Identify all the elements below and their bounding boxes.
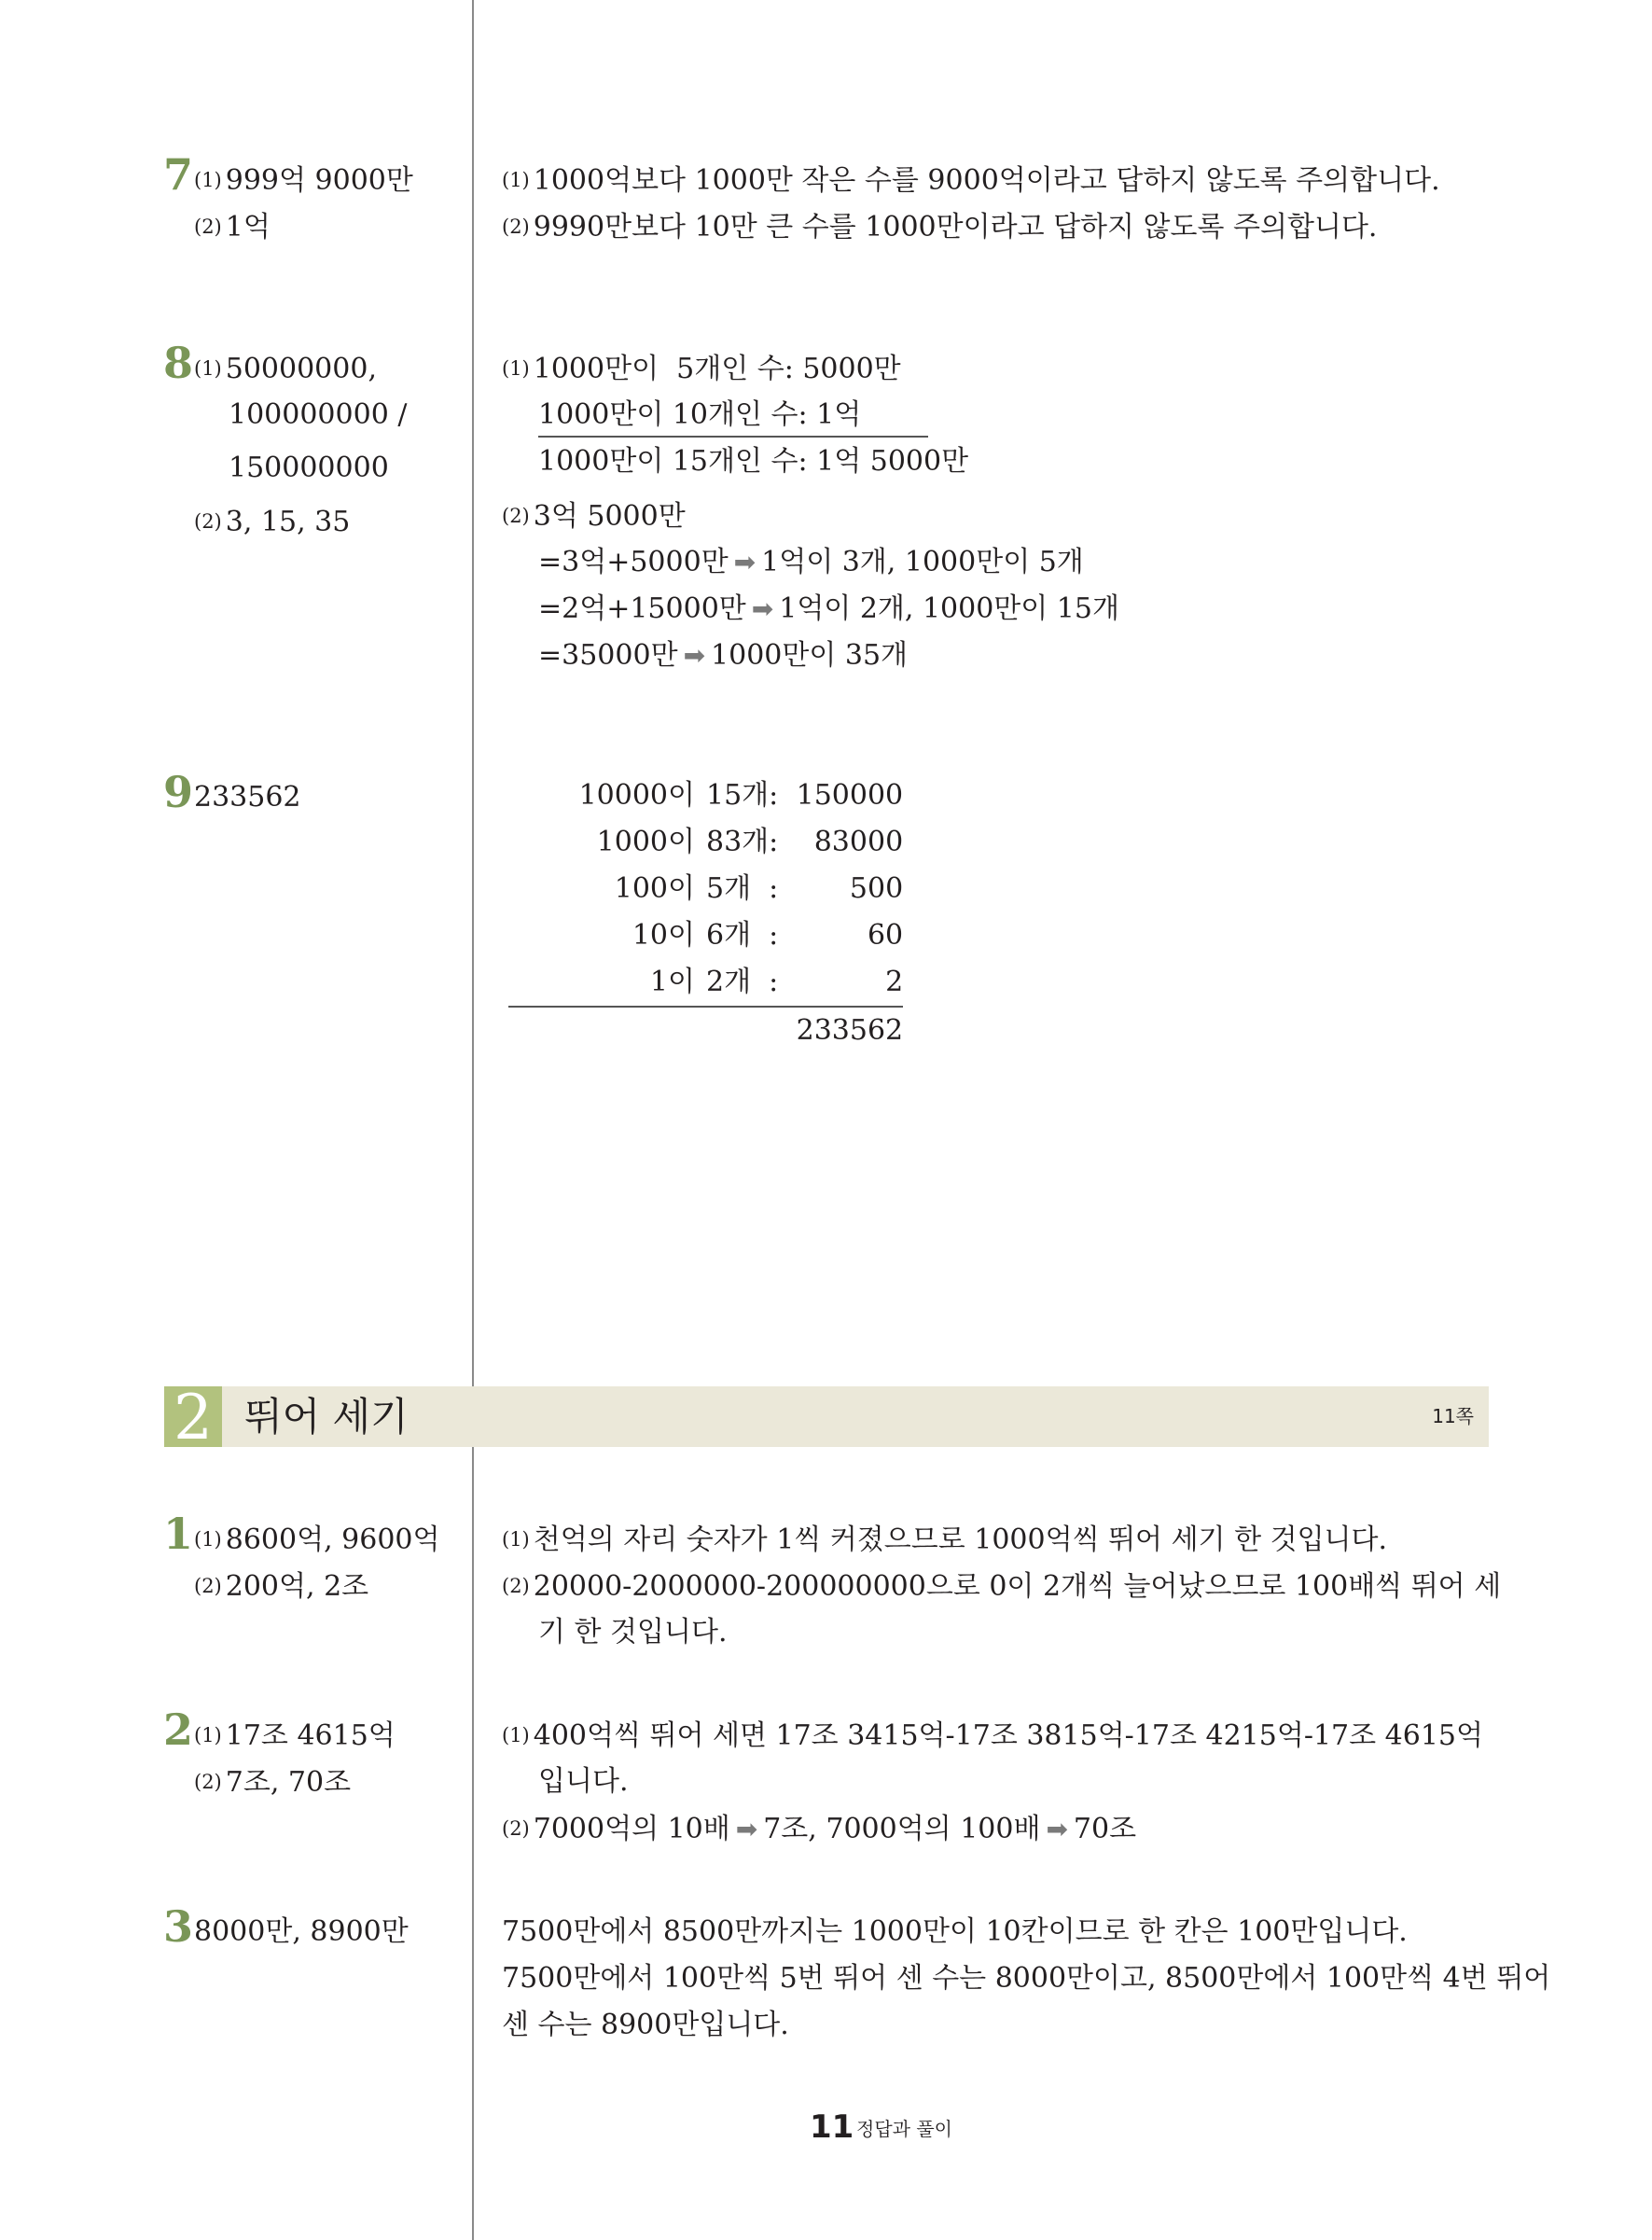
answer-8-1b: 100000000 / <box>229 398 408 431</box>
problem-number-1: 1 <box>163 1509 194 1559</box>
right-arrow-icon: ➡ <box>751 593 774 624</box>
explanation-2-1-cont: 입니다. <box>538 1765 629 1798</box>
explanation-2-2: (2) 7000억의 10배 ➡ 7조, 7000억의 100배 ➡ 70조 <box>502 1813 1137 1845</box>
answer-1-2: (2) 200억, 2조 <box>194 1570 369 1603</box>
problem-number-8: 8 <box>163 338 194 388</box>
answer-9: 233562 <box>194 781 301 814</box>
right-arrow-icon: ➡ <box>733 547 757 577</box>
problem-number-2: 2 <box>163 1704 194 1755</box>
explanation-8-2-row2: =2억+15000만 ➡ 1억이 2개, 1000만이 15개 <box>538 592 1119 625</box>
table-row: 10이 6개 : 60 <box>632 919 904 952</box>
problem-number-7: 7 <box>163 149 194 200</box>
explanation-3-1: 7500만에서 8500만까지는 1000만이 10칸이므로 한 칸은 100만입니다. <box>502 1915 1408 1948</box>
table-total-row: 233562 <box>508 1007 903 1054</box>
answer-7-2: (2) 1억 <box>194 211 271 243</box>
answer-1-1: (1) 8600억, 9600억 <box>194 1523 440 1556</box>
explanation-8-1-line2: 1000만이 10개인 수: 1억 <box>538 398 862 431</box>
explanation-7-1: (1) 1000억보다 1000만 작은 수를 9000억이라고 답하지 않도록 주의합니다. <box>502 164 1440 197</box>
problem-number-9: 9 <box>163 767 194 817</box>
section-title: 뛰어 세기 <box>244 1394 409 1440</box>
answer-3: 8000만, 8900만 <box>194 1915 409 1948</box>
answer-marker: (2) <box>194 216 222 238</box>
explanation-1-2-cont: 기 한 것입니다. <box>538 1616 728 1649</box>
table-row: 1000이 83개 : 83000 <box>596 826 904 858</box>
column-divider <box>472 0 474 2240</box>
footer-label: 정답과 풀이 <box>856 2118 952 2140</box>
explanation-7-2: (2) 9990만보다 10만 큰 수를 1000만이라고 답하지 않도록 주의합니다. <box>502 211 1378 243</box>
right-arrow-icon: ➡ <box>683 640 706 671</box>
right-arrow-icon: ➡ <box>1046 1814 1068 1844</box>
explanation-2-1: (1) 400억씩 뛰어 세면 17조 3415억-17조 3815억-17조 4215억-17조 4615억 <box>502 1719 1483 1752</box>
answer-marker: (1) <box>194 169 222 191</box>
problem-number-3: 3 <box>163 1901 194 1952</box>
explanation-1-1: (1) 천억의 자리 숫자가 1씩 커졌으므로 1000억씩 뛰어 세기 한 것입니다. <box>502 1523 1388 1556</box>
table-row: 10000이 15개 : 150000 <box>578 779 904 812</box>
section-page-ref: 11쪽 <box>1432 1405 1474 1427</box>
explanation-8-1-line1: (1) 1000만이 5개인 수: 5000만 <box>502 353 901 385</box>
explanation-8-2-row1: =3억+5000만 ➡ 1억이 3개, 1000만이 5개 <box>538 546 1084 578</box>
explanation-3-2: 7500만에서 100만씩 5번 뛰어 센 수는 8000만이고, 8500만에서 100만씩 4번 뛰어 <box>502 1962 1551 1995</box>
explanation-8-1-line3: 1000만이 15개인 수: 1억 5000만 <box>538 445 969 478</box>
answer-8-1c: 150000000 <box>229 452 389 484</box>
table-row: 100이 5개 : 500 <box>614 872 904 905</box>
explanation-8-2-head: (2) 3억 5000만 <box>502 500 686 533</box>
answer-2-2: (2) 7조, 70조 <box>194 1766 352 1799</box>
section-number: 2 <box>174 1382 213 1454</box>
page-number: 11 <box>810 2108 854 2146</box>
explanation-3-3: 센 수는 8900만입니다. <box>502 2009 789 2041</box>
answer-2-1: (1) 17조 4615억 <box>194 1719 396 1752</box>
explanation-1-2: (2) 20000-2000000-200000000으로 0이 2개씩 늘어났으므로 100배씩 뛰어 세 <box>502 1570 1502 1603</box>
answer-8-2: (2) 3, 15, 35 <box>194 506 351 538</box>
place-value-table <box>508 772 903 1054</box>
table-row: 1이 2개 : 2 <box>649 966 904 998</box>
answer-8-1a: (1) 50000000, <box>194 353 377 385</box>
answer-7-1: (1) 999억 9000만 <box>194 164 413 197</box>
right-arrow-icon: ➡ <box>735 1814 758 1844</box>
sum-rule <box>538 436 928 438</box>
explanation-8-2-row3: =35000만 ➡ 1000만이 35개 <box>538 639 909 672</box>
